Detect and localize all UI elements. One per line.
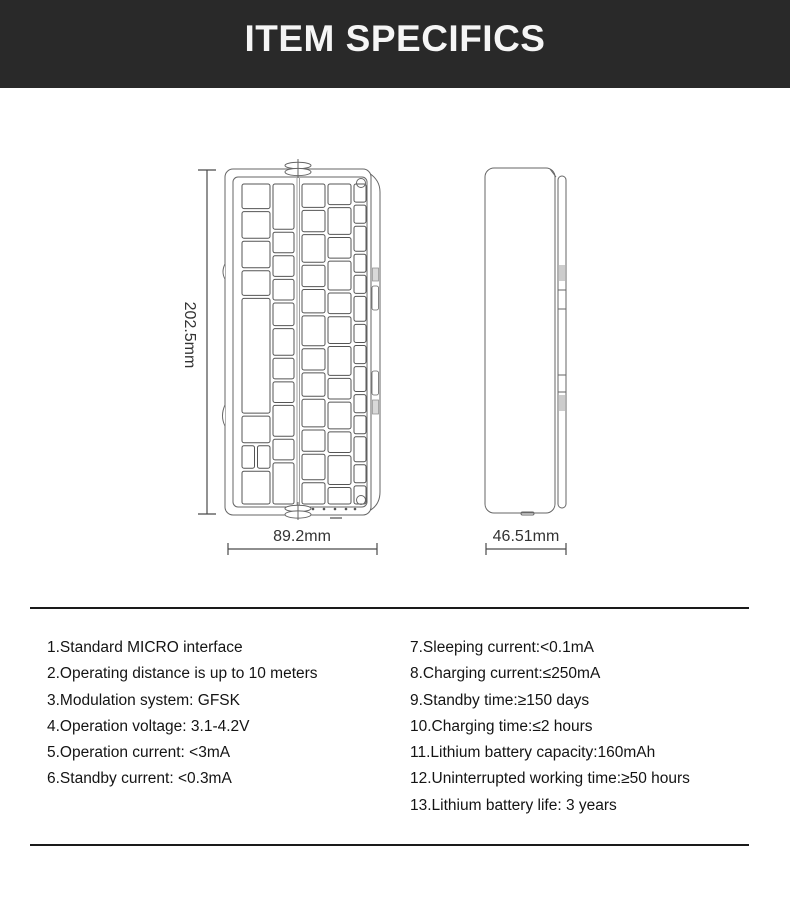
keyboard-side-view (485, 168, 566, 515)
spec-item: 5.Operation current: <3mA (47, 744, 231, 762)
spec-item: 1.Standard MICRO interface (47, 639, 243, 656)
front-height-label: 202.5mm (181, 301, 198, 369)
spec-item: 9.Standby time:≥150 days (410, 691, 590, 709)
separator-bottom (30, 844, 749, 846)
spec-item: 2.Operating distance is up to 10 meters (47, 665, 318, 683)
spec-item: 3.Modulation system: GFSK (47, 691, 240, 709)
front-height-dimension (198, 170, 216, 514)
specs-column-right (410, 635, 780, 819)
keyboard-front-view (223, 159, 381, 520)
side-width-label: 46.51mm (492, 528, 560, 545)
spec-item: 13.Lithium battery life: 3 years (410, 796, 617, 814)
separator-top (30, 607, 749, 609)
header-banner (0, 0, 790, 88)
spec-item: 12.Uninterrupted working time:≥50 hours (410, 770, 690, 788)
specs-column-left (47, 635, 397, 793)
spec-item: 8.Charging current:≤250mA (410, 665, 601, 683)
front-width-label: 89.2mm (273, 528, 331, 545)
keyboard-keys (242, 184, 366, 504)
page-title: ITEM SPECIFICS (244, 18, 546, 59)
spec-item: 11.Lithium battery capacity:160mAh (410, 744, 656, 762)
spec-item: 6.Standby current: <0.3mA (47, 770, 232, 788)
technical-drawing (0, 88, 790, 608)
spec-item: 7.Sleeping current:<0.1mA (410, 639, 594, 656)
spec-item: 10.Charging time:≤2 hours (410, 717, 593, 735)
spec-item: 4.Operation voltage: 3.1-4.2V (47, 717, 250, 735)
